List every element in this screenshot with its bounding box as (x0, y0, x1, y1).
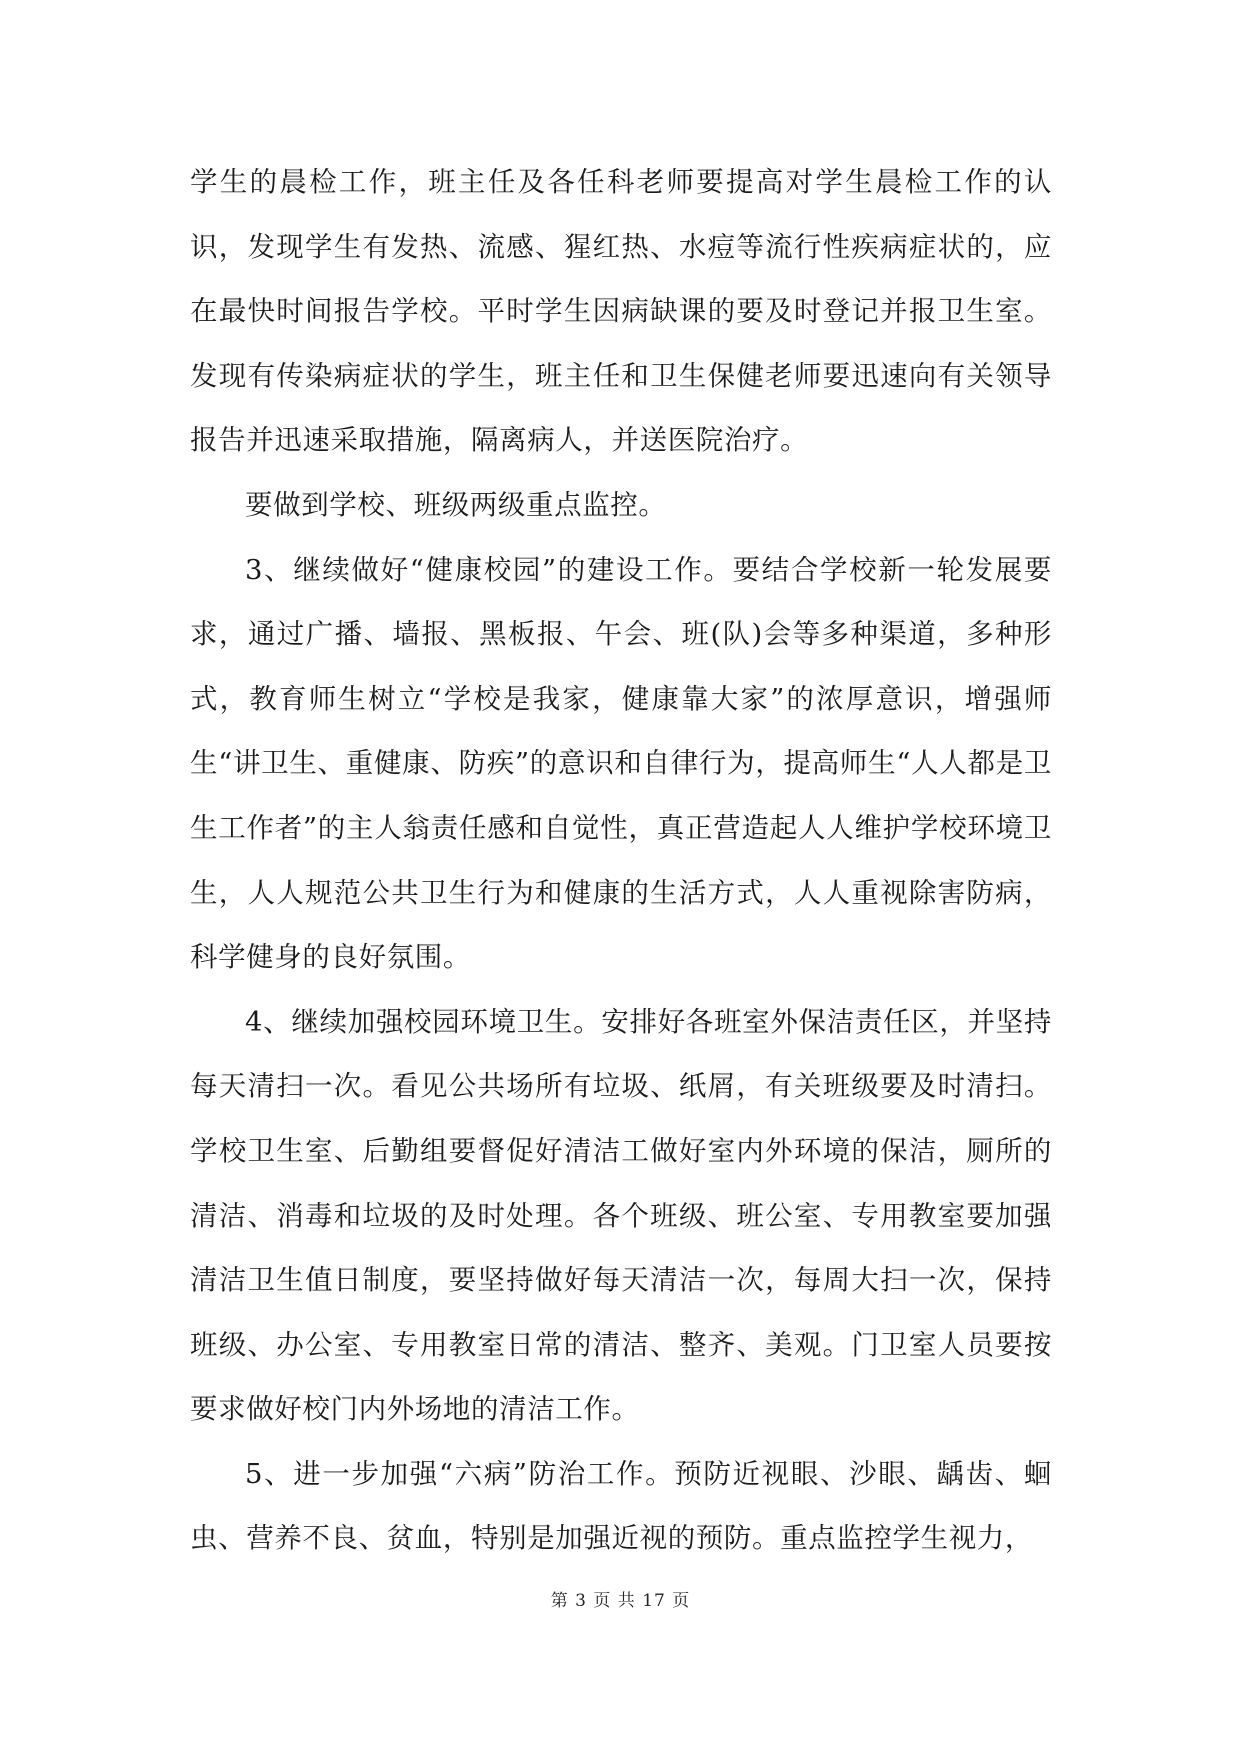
footer-middle: 页 共 (593, 1591, 636, 1611)
paragraph-4: 4、继续加强校园环境卫生。安排好各班室外保洁责任区，并坚持每天清扫一次。看见公共场所有垃圾、纸屑，有关班级要及时清扫。学校卫生室、后勤组要督促好清洁工做好室内外环境的保洁，厕所的清洁、消毒和垃圾的及时处理。各个班级、班公室、专用教室要加强清洁卫生值日制度，要坚持做好每天清洁一次，每周大扫一次，保持班级、办公室、专用教室日常的清洁、整齐、美观。门卫室人员要按要求做好校门内外场地的清洁工作。 (190, 1005, 1052, 1426)
footer-current-page: 3 (575, 1591, 587, 1611)
paragraph-3: 3、继续做好“健康校园”的建设工作。要结合学校新一轮发展要求，通过广播、墙报、黑板报、午会、班(队)会等多种渠道，多种形式，教育师生树立“学校是我家，健康靠大家”的浓厚意识，增强师生“讲卫生、重健康、防疾”的意识和自律行为，提高师生“人人都是卫生工作者”的主人翁责任感和自觉性，真正营造起人人维护学校环境卫生，人人规范公共卫生行为和健康的生活方式，人人重视除害防病，科学健身的良好氛围。 (190, 553, 1052, 974)
footer-suffix: 页 (672, 1591, 691, 1611)
paragraph-2: 要做到学校、班级两级重点监控。 (245, 488, 667, 521)
footer-prefix: 第 (550, 1591, 569, 1611)
document-body (190, 150, 1052, 1571)
page-footer (0, 1590, 1241, 1612)
paragraph-1: 学生的晨检工作，班主任及各任科老师要提高对学生晨检工作的认识，发现学生有发热、流感、猩红热、水痘等流行性疾病症状的，应在最快时间报告学校。平时学生因病缺课的要及时登记并报卫生室。发现有传染病症状的学生，班主任和卫生保健老师要迅速向有关领导报告并迅速采取措施，隔离病人，并送医院治疗。 (190, 166, 1052, 457)
paragraph-5: 5、进一步加强“六病”防治工作。预防近视眼、沙眼、龋齿、蛔虫、营养不良、贫血，特别是加强近视的预防。重点监控学生视力， (190, 1457, 1052, 1555)
footer-total-pages: 17 (642, 1591, 666, 1611)
